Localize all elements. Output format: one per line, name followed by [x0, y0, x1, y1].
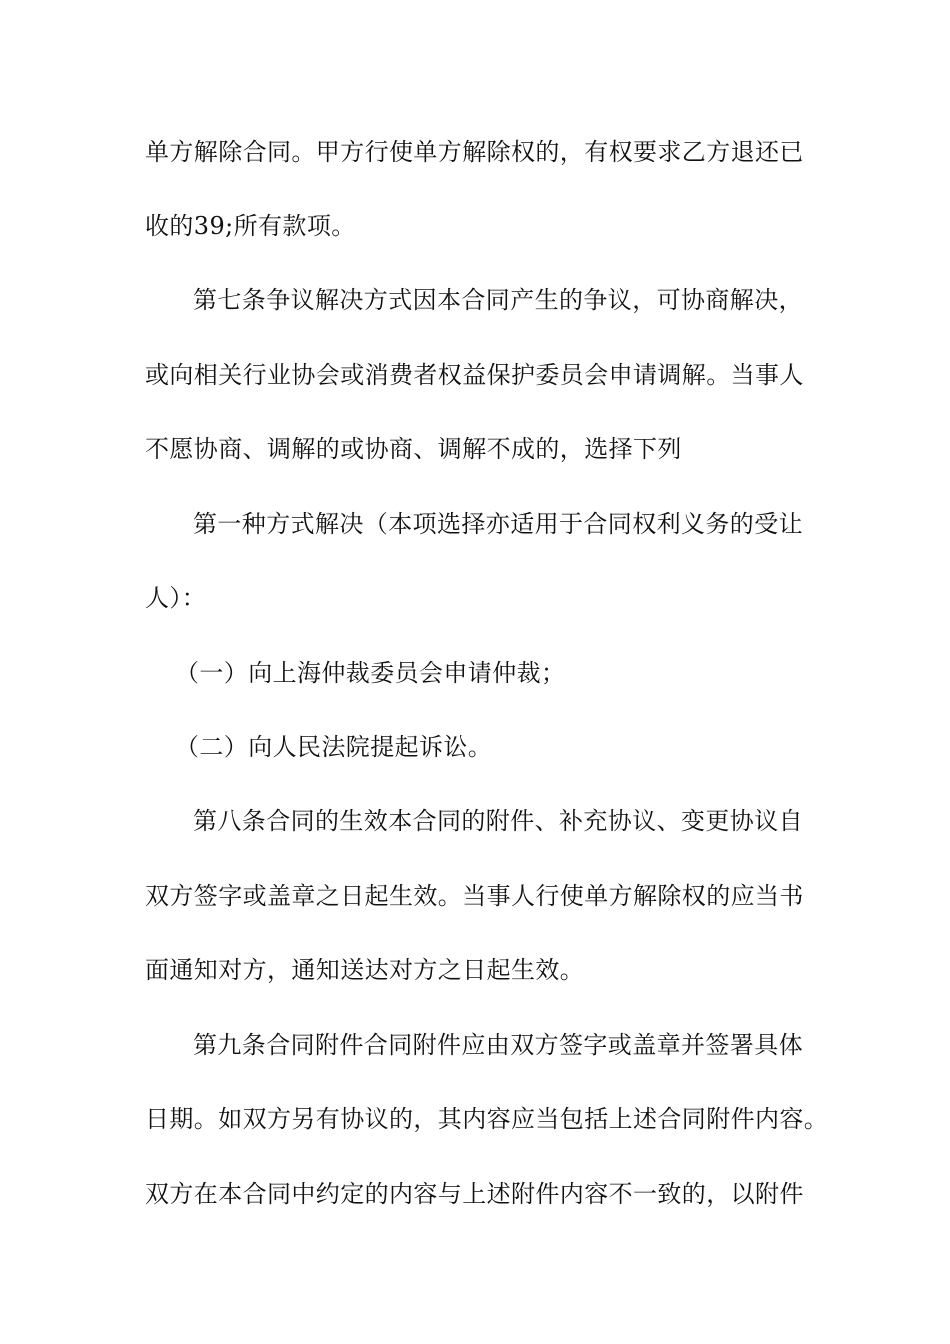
text-line: 面通知对方，通知送达对方之日起生效。: [145, 956, 585, 984]
paragraph-article-7-start: 第七条争议解决方式因本合同产生的争议，可协商解决，: [193, 286, 803, 314]
text-line: 单方解除合同。甲方行使单方解除权的，有权要求乙方退还已: [145, 138, 804, 166]
paragraph-method-start: 第一种方式解决（本项选择亦适用于合同权利义务的受让: [193, 510, 803, 538]
text-line: 不愿协商、调解的或协商、调解不成的，选择下列: [145, 435, 682, 463]
text-line: 人）：: [145, 584, 207, 612]
paragraph-article-9-start: 第九条合同附件合同附件应由双方签字或盖章并签署具体: [193, 1031, 803, 1059]
text-line: 收的39;所有款项。: [145, 212, 356, 240]
text-line: 日期。如双方另有协议的，其内容应当包括上述合同附件内容。: [145, 1105, 829, 1133]
text-line: 双方在本合同中约定的内容与上述附件内容不一致的，以附件: [145, 1180, 804, 1208]
text-line: 或向相关行业协会或消费者权益保护委员会申请调解。当事人: [145, 361, 804, 389]
paragraph-article-8-start: 第八条合同的生效本合同的附件、补充协议、变更协议自: [193, 807, 803, 835]
text-line: 双方签字或盖章之日起生效。当事人行使单方解除权的应当书: [145, 882, 804, 910]
option-arbitration: （一）向上海仲裁委员会申请仲裁；: [175, 659, 566, 687]
option-litigation: （二）向人民法院提起诉讼。: [175, 733, 493, 761]
